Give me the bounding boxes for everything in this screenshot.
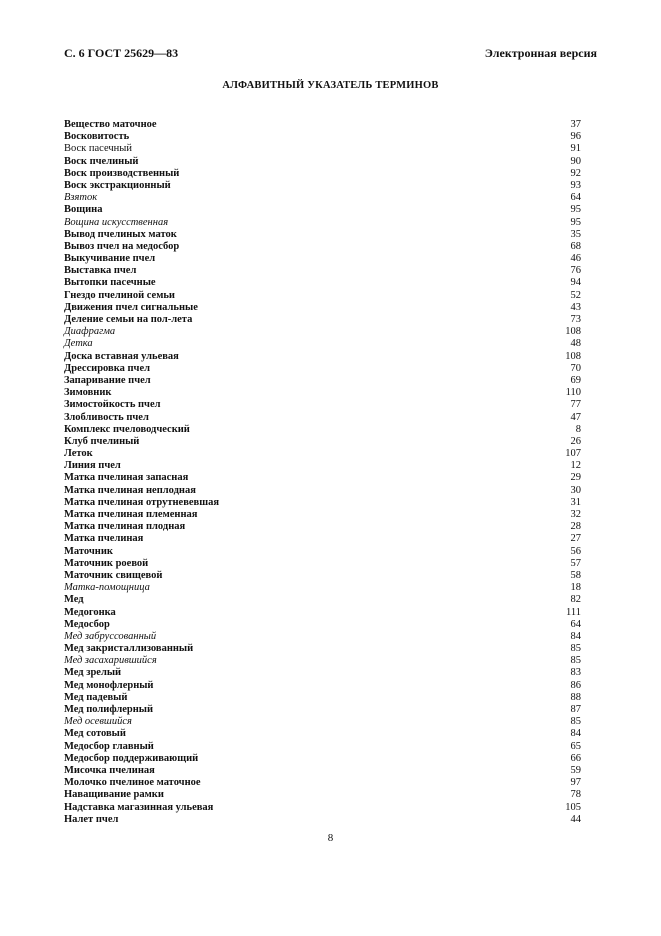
- index-page-ref: 43: [570, 301, 581, 313]
- index-entry: [64, 326, 581, 338]
- index-page-ref: 85: [570, 716, 581, 728]
- index-entry: [64, 424, 581, 436]
- index-page-ref: 68: [570, 240, 581, 252]
- index-term: Маточник свищевой: [64, 569, 163, 581]
- index-entry: [64, 716, 581, 728]
- index-entry: [64, 582, 581, 594]
- index-page-ref: 35: [570, 228, 581, 240]
- index-entry: [64, 314, 581, 326]
- index-page-ref: 88: [570, 691, 581, 703]
- index-entry: [64, 728, 581, 740]
- index-entry: [64, 119, 581, 131]
- index-term: Выкучивание пчел: [64, 253, 156, 265]
- index-page-ref: 58: [570, 569, 581, 581]
- index-term: Вощина искусственная: [64, 216, 169, 228]
- index-term: Мед осевшийся: [64, 716, 132, 728]
- index-term: Мед: [64, 594, 84, 606]
- index-term: Надставка магазинная ульевая: [64, 801, 214, 813]
- index-term: Маточник роевой: [64, 557, 149, 569]
- index-page-ref: 70: [570, 362, 581, 374]
- index-page-ref: 73: [570, 314, 581, 325]
- index-term: Вывод пчелиных маток: [64, 228, 177, 240]
- index-page-ref: 94: [570, 277, 581, 289]
- index-page-ref: 107: [565, 448, 581, 460]
- index-page-ref: 44: [570, 813, 581, 825]
- index-page-ref: 65: [570, 740, 581, 752]
- index-entry: [64, 509, 581, 521]
- index-term: Мисочка пчелиная: [64, 764, 155, 776]
- index-page-ref: 76: [570, 265, 581, 277]
- index-term: Комплекс пчеловодческий: [64, 423, 190, 435]
- index-term: Медогонка: [64, 606, 116, 618]
- index-entry: [64, 131, 581, 143]
- index-entry: [64, 472, 581, 484]
- index-page-ref: 108: [565, 350, 581, 362]
- index-entry: [64, 814, 581, 826]
- index-term: Зимостойкость пчел: [64, 399, 161, 411]
- index-term: Наващивание рамки: [64, 789, 164, 801]
- index-page-ref: 95: [570, 216, 581, 228]
- index-entry: [64, 253, 581, 265]
- index-term: Матка пчелиная племенная: [64, 509, 198, 520]
- index-term: Леток: [64, 448, 93, 460]
- index-entry: [64, 704, 581, 716]
- index-entry: [64, 558, 581, 570]
- index-page-ref: 86: [570, 679, 581, 691]
- index-term: Медосбор главный: [64, 740, 154, 752]
- index-page-ref: 48: [570, 338, 581, 350]
- index-term: Медосбор поддерживающий: [64, 752, 199, 764]
- index-term: Выставка пчел: [64, 265, 137, 277]
- index-page-ref: 64: [570, 618, 581, 630]
- index-page-ref: 83: [570, 667, 581, 679]
- index-entry: [64, 692, 581, 704]
- index-term: Матка пчелиная отрутневевшая: [64, 496, 220, 508]
- index-term: Маточник: [64, 545, 113, 557]
- index-entry: [64, 753, 581, 765]
- index-entry: [64, 594, 581, 606]
- index-page-ref: 92: [570, 167, 581, 179]
- index-page-ref: 85: [570, 643, 581, 655]
- index-entry: [64, 497, 581, 509]
- index-page-ref: 47: [570, 411, 581, 423]
- index-term: Мед падевый: [64, 691, 128, 703]
- index-page-ref: 12: [570, 460, 581, 472]
- index-term: Клуб пчелиный: [64, 435, 140, 447]
- index-page-ref: 52: [570, 289, 581, 301]
- index-page-ref: 56: [570, 545, 581, 557]
- index-page-ref: 95: [570, 204, 581, 216]
- index-term: Восковитость: [64, 131, 130, 143]
- index-term: Запаривание пчел: [64, 374, 151, 386]
- index-term: Воск экстракционный: [64, 179, 171, 191]
- index-entry: [64, 667, 581, 679]
- index-entry: [64, 607, 581, 619]
- index-term: Мед сотовый: [64, 728, 126, 740]
- index-page-ref: 78: [570, 789, 581, 801]
- index-page-ref: 64: [570, 192, 581, 204]
- index-entry: [64, 643, 581, 655]
- index-term: Зимовник: [64, 387, 112, 399]
- index-term: Линия пчел: [64, 460, 121, 472]
- index-entry: [64, 265, 581, 277]
- index-term: Мед монофлерный: [64, 679, 154, 691]
- index-entry: [64, 156, 581, 168]
- index-entry: [64, 533, 581, 545]
- index-term: Диафрагма: [64, 326, 116, 338]
- index-page-ref: 69: [570, 374, 581, 386]
- index-entry: [64, 229, 581, 241]
- index-page-ref: 97: [570, 777, 581, 789]
- index-page-ref: 29: [570, 472, 581, 484]
- index-entry: [64, 789, 581, 801]
- index-entry: [64, 302, 581, 314]
- index-term: Взяток: [64, 192, 98, 204]
- index-page-ref: 105: [565, 801, 581, 813]
- index-entry: [64, 619, 581, 631]
- index-entry: [64, 546, 581, 558]
- index-page-ref: 30: [570, 484, 581, 496]
- index-term: Матка пчелиная неплодная: [64, 484, 196, 496]
- index-entry: [64, 338, 581, 350]
- index-entry: [64, 521, 581, 533]
- index-entry: [64, 436, 581, 448]
- index-page-ref: 96: [570, 131, 581, 143]
- index-entry: [64, 192, 581, 204]
- index-entry: [64, 741, 581, 753]
- index-term: Матка пчелиная запасная: [64, 472, 189, 484]
- index-term: Детка: [64, 338, 93, 350]
- index-entry: [64, 460, 581, 472]
- index-entry: [64, 777, 581, 789]
- index-entry: [64, 802, 581, 814]
- index-page-ref: 37: [570, 119, 581, 130]
- index-page-ref: 46: [570, 253, 581, 265]
- index-term: Доска вставная ульевая: [64, 350, 179, 362]
- index-page-ref: 111: [566, 606, 581, 618]
- index-term: Воск производственный: [64, 167, 180, 179]
- index-term: Матка-помощница: [64, 582, 150, 594]
- index-page-ref: 87: [570, 704, 581, 715]
- index-entry: [64, 363, 581, 375]
- index-page-ref: 28: [570, 521, 581, 533]
- index-entry: [64, 655, 581, 667]
- index-entry: [64, 204, 581, 216]
- running-header-left: С. 6 ГОСТ 25629—83: [64, 46, 179, 60]
- index-term: Молочко пчелиное маточное: [64, 777, 201, 789]
- index-entry: [64, 680, 581, 692]
- page-title: АЛФАВИТНЫЙ УКАЗАТЕЛЬ ТЕРМИНОВ: [222, 80, 439, 91]
- index-page-ref: 31: [570, 496, 581, 508]
- index-entry: [64, 217, 581, 229]
- index-page-ref: 90: [570, 155, 581, 167]
- index-term: Мед полифлерный: [64, 704, 154, 715]
- index-page-ref: 84: [570, 728, 581, 740]
- index-term: Вощина: [64, 204, 103, 216]
- running-header-right: Электронная версия: [484, 46, 597, 60]
- index-term: Матка пчелиная плодная: [64, 521, 186, 533]
- index-term: Вывоз пчел на медосбор: [64, 240, 180, 252]
- index-entry: [64, 180, 581, 192]
- index-entry: [64, 241, 581, 253]
- index-page-ref: 110: [565, 387, 581, 399]
- index-entry: [64, 375, 581, 387]
- index-term: Мед зрелый: [64, 667, 122, 679]
- index-term: Гнездо пчелиной семьи: [64, 289, 175, 301]
- index-entry: [64, 277, 581, 289]
- index-entry: [64, 387, 581, 399]
- index-term: Мед засахарившийся: [64, 655, 157, 667]
- index-page-ref: 26: [570, 435, 581, 447]
- index-term: Вещество маточное: [64, 119, 157, 130]
- index-page-ref: 93: [570, 179, 581, 191]
- index-term: Движения пчел сигнальные: [64, 301, 198, 313]
- index-entry: [64, 290, 581, 302]
- index-entry: [64, 143, 581, 155]
- index-term: Мед забруссованный: [64, 630, 157, 642]
- index-entry: [64, 765, 581, 777]
- index-page-ref: 85: [570, 655, 581, 667]
- index-entry: [64, 570, 581, 582]
- index-term: Матка пчелиная: [64, 533, 144, 545]
- index-term: Налет пчел: [64, 813, 119, 825]
- index-page-ref: 82: [570, 594, 581, 606]
- term-index: [64, 119, 581, 826]
- index-page-ref: 18: [570, 582, 581, 594]
- index-term: Медосбор: [64, 618, 110, 630]
- index-term: Воск пасечный: [64, 143, 132, 155]
- index-term: Вытопки пасечные: [64, 277, 156, 289]
- index-entry: [64, 485, 581, 497]
- index-entry: [64, 168, 581, 180]
- index-term: Злобливость пчел: [64, 411, 149, 423]
- index-page-ref: 32: [570, 509, 581, 520]
- index-page-ref: 59: [570, 764, 581, 776]
- index-page-ref: 8: [575, 423, 581, 435]
- index-term: Деление семьи на пол-лета: [64, 314, 193, 325]
- index-page-ref: 27: [570, 533, 581, 545]
- index-term: Дрессировка пчел: [64, 362, 151, 374]
- index-page-ref: 84: [570, 630, 581, 642]
- index-entry: [64, 448, 581, 460]
- index-entry: [64, 351, 581, 363]
- index-entry: [64, 399, 581, 411]
- index-page-ref: 91: [570, 143, 581, 155]
- index-term: Мед закристаллизованный: [64, 643, 194, 655]
- index-page-ref: 108: [565, 326, 581, 338]
- index-page-ref: 77: [570, 399, 581, 411]
- index-term: Воск пчелиный: [64, 155, 139, 167]
- page-number: 8: [327, 832, 334, 844]
- index-entry: [64, 412, 581, 424]
- index-page-ref: 66: [570, 752, 581, 764]
- index-entry: [64, 631, 581, 643]
- index-page-ref: 57: [570, 557, 581, 569]
